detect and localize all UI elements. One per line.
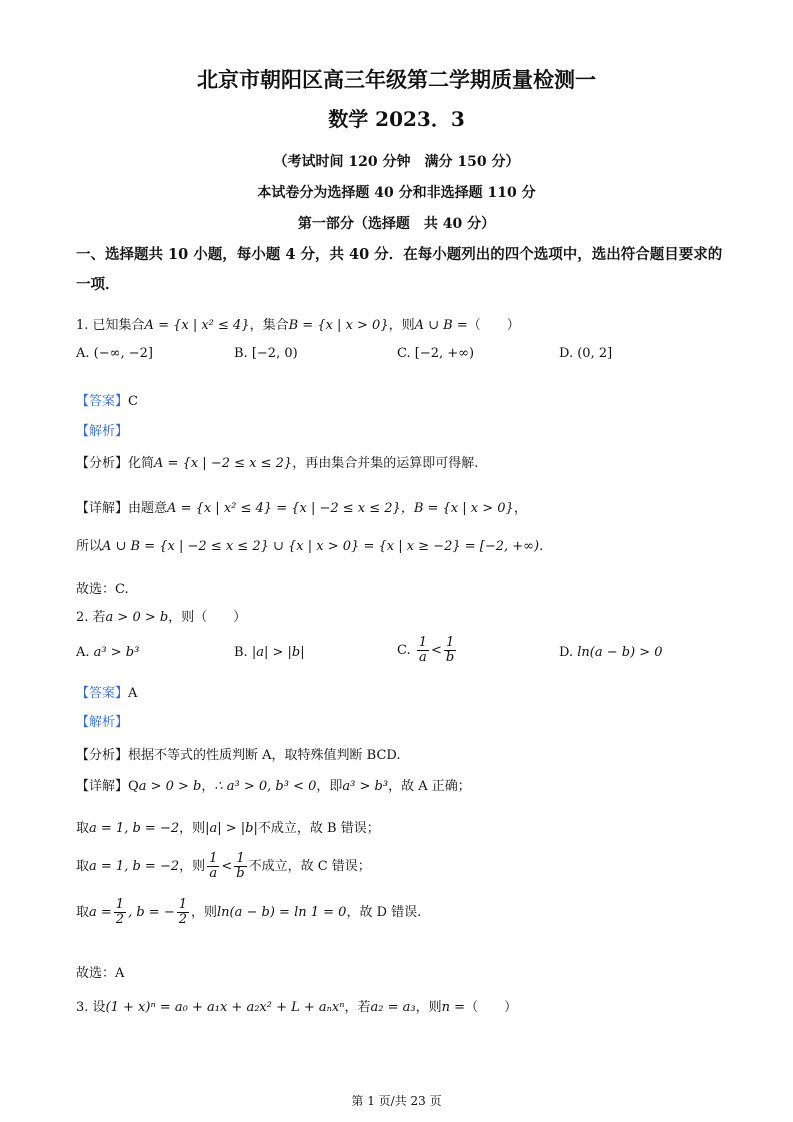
frac-num: 1 bbox=[445, 635, 455, 650]
q1-option-c-label: C. bbox=[397, 346, 411, 361]
q1-option-b bbox=[234, 346, 298, 361]
q1-set-b: B = {x | x > 0} bbox=[288, 318, 389, 333]
frac-num: 1 bbox=[209, 851, 218, 866]
q2-take1-expr2: |a| > |b| bbox=[205, 821, 258, 836]
q2-detail bbox=[76, 775, 471, 794]
q3-cond: a₂ = a₃ bbox=[370, 1000, 416, 1015]
q3-paren: （ ） bbox=[465, 1000, 518, 1015]
q2-detail-mid2: ，即 bbox=[316, 779, 343, 794]
q2-take2-expr: a = 1, b = −2 bbox=[89, 859, 180, 874]
frac-num: 1 bbox=[236, 851, 245, 866]
q2-take2-mid: ，则 bbox=[179, 859, 206, 874]
frac-den: a bbox=[209, 866, 218, 881]
q1-answer-value: C bbox=[128, 394, 138, 409]
q2-detail-pre: Q bbox=[128, 779, 139, 794]
q2-take3-a: a = bbox=[89, 905, 112, 920]
q2-take2-frac-2 bbox=[234, 852, 246, 881]
q2-fenxi-text: 根据不等式的性质判断 A，取特殊值判断 BCD. bbox=[128, 748, 401, 763]
q2-option-b bbox=[234, 645, 305, 660]
part-one-heading: 第一部分（选择题 共 40 分） bbox=[297, 216, 496, 232]
q2-take1-expr: a = 1, b = −2 bbox=[89, 821, 180, 836]
q2-answer bbox=[76, 682, 137, 701]
q2-take2-pre: 取 bbox=[76, 859, 90, 874]
q2-option-d bbox=[559, 645, 663, 660]
q2-take3-expr: ln(a − b) = ln 1 = 0 bbox=[217, 905, 347, 920]
q2-option-d-label: D. bbox=[559, 645, 574, 660]
q1-analysis-label: 【解析】 bbox=[76, 424, 129, 439]
score-split: 本试卷分为选择题 40 分和非选择题 110 分 bbox=[257, 185, 536, 201]
q1-option-a-expr: (−∞, −2] bbox=[93, 346, 153, 361]
q1-detail bbox=[76, 497, 527, 516]
q1-mid: ，集合 bbox=[249, 318, 289, 333]
q3-ask-expr: n = bbox=[441, 1000, 466, 1015]
q1-option-d-label: D. bbox=[559, 346, 574, 361]
q2-option-c bbox=[397, 636, 458, 665]
frac-den: 2 bbox=[178, 912, 187, 927]
q2-take1-mid: ，则 bbox=[179, 821, 206, 836]
q2-fenxi bbox=[76, 744, 401, 763]
q2-analysis-tag bbox=[76, 711, 128, 730]
q1-option-d bbox=[559, 346, 612, 361]
frac-den: 2 bbox=[115, 912, 125, 927]
question-2 bbox=[76, 606, 246, 625]
q2-take3-pre: 取 bbox=[76, 905, 90, 920]
q1-so bbox=[76, 535, 543, 554]
q1-option-d-expr: (0, 2] bbox=[577, 346, 613, 361]
q1-option-b-expr: [−2, 0) bbox=[251, 346, 298, 361]
q2-take1-post: 不成立，故 B 错误； bbox=[257, 821, 380, 836]
q2-take2-post: 不成立，故 C 错误； bbox=[248, 859, 371, 874]
q2-ask: ，则（ ） bbox=[168, 610, 247, 625]
q2-detail-post: ，故 A 正确； bbox=[388, 779, 471, 794]
q2-take3-mid: ，则 bbox=[191, 905, 218, 920]
frac-num: 1 bbox=[178, 897, 187, 912]
q2-cond: a > 0 > b bbox=[105, 610, 169, 625]
frac-num: 1 bbox=[418, 635, 428, 650]
q2-option-b-label: B. bbox=[234, 645, 248, 660]
q1-detail-expr: A = {x | x² ≤ 4} = {x | −2 ≤ x ≤ 2}，B = {x | x > 0} bbox=[167, 501, 514, 516]
q3-prefix: 3. 设 bbox=[76, 1000, 106, 1015]
q2-take1-pre: 取 bbox=[76, 821, 90, 836]
q2-option-a-label: A. bbox=[76, 645, 90, 660]
q2-take-2 bbox=[76, 852, 371, 881]
q1-paren: （ ） bbox=[467, 318, 520, 333]
q2-take3-frac-1 bbox=[114, 898, 126, 927]
q2-answer-value: A bbox=[128, 686, 138, 701]
q2-detail-expr3: a³ > b³ bbox=[342, 779, 389, 794]
question-1 bbox=[76, 314, 520, 333]
exam-title: 北京市朝阳区高三年级第二学期质量检测一 bbox=[197, 67, 596, 92]
q2-take3-post: ，故 D 错误. bbox=[346, 905, 422, 920]
q1-so-pre: 所以 bbox=[76, 539, 103, 554]
q2-option-a bbox=[76, 645, 139, 660]
q2-option-d-expr: ln(a − b) > 0 bbox=[577, 645, 663, 660]
q1-analysis-tag bbox=[76, 420, 128, 439]
q2-detail-expr1: a > 0 > b bbox=[138, 779, 202, 794]
q1-so-post: . bbox=[539, 539, 544, 554]
q3-expr: (1 + x)ⁿ = a₀ + a₁x + a₂x² + L + aₙxⁿ bbox=[105, 1000, 345, 1015]
frac-den: a bbox=[419, 650, 427, 665]
q2-option-a-expr: a³ > b³ bbox=[93, 645, 140, 660]
q2-detail-tag: 【详解】 bbox=[76, 779, 129, 794]
q1-detail-post: ， bbox=[513, 501, 527, 516]
q1-so-expr: A ∪ B = {x | −2 ≤ x ≤ 2} ∪ {x | x > 0} = {x | x ≥ −2} = [−2, +∞) bbox=[102, 539, 540, 554]
q2-take-3 bbox=[76, 898, 421, 927]
q2-choose: 故选：A bbox=[76, 966, 125, 981]
q1-prefix: 1. 已知集合 bbox=[76, 318, 145, 333]
q2-take3-frac-2 bbox=[177, 898, 189, 927]
q2-answer-tag: 【答案】 bbox=[76, 686, 129, 701]
frac-den: b bbox=[445, 650, 455, 665]
q2-fenxi-tag: 【分析】 bbox=[76, 748, 129, 763]
q1-detail-pre: 由题意 bbox=[128, 501, 168, 516]
q1-choose: 故选：C. bbox=[76, 582, 129, 597]
q1-option-a-label: A. bbox=[76, 346, 90, 361]
q1-ask-pre: ，则 bbox=[388, 318, 415, 333]
q2-option-c-label: C. bbox=[397, 643, 411, 658]
question-3 bbox=[76, 996, 517, 1015]
q2-option-c-lt: < bbox=[431, 643, 442, 658]
q1-fenxi-post: ，再由集合并集的运算即可得解. bbox=[292, 456, 479, 471]
q2-detail-expr2: ∴ a³ > 0, b³ < 0 bbox=[214, 779, 317, 794]
q1-option-c-expr: [−2, +∞) bbox=[414, 346, 475, 361]
q1-fenxi-tag: 【分析】 bbox=[76, 456, 129, 471]
q2-take3-b: , b = − bbox=[128, 905, 175, 920]
section-instructions: 一、选择题共 10 小题，每小题 4 分，共 40 分．在每小题列出的四个选项中，选出符合题目要求的一项． bbox=[76, 246, 723, 293]
page-footer: 第 1 页/共 23 页 bbox=[351, 1094, 442, 1108]
q1-option-c bbox=[397, 346, 474, 361]
q3-ask-pre: ，则 bbox=[415, 1000, 442, 1015]
q1-set-a: A = {x | x² ≤ 4} bbox=[144, 318, 250, 333]
q1-detail-tag: 【详解】 bbox=[76, 501, 129, 516]
q1-ask-expr: A ∪ B = bbox=[414, 318, 468, 333]
q2-take-1 bbox=[76, 817, 380, 836]
q2-option-c-frac-1 bbox=[417, 636, 429, 665]
q1-option-a bbox=[76, 346, 153, 361]
exam-subtitle: 数学 2023．3 bbox=[328, 107, 465, 131]
q2-take2-lt: < bbox=[221, 859, 233, 874]
q1-fenxi bbox=[76, 452, 478, 471]
q2-option-c-frac-2 bbox=[444, 636, 456, 665]
q3-mid: ，若 bbox=[344, 1000, 371, 1015]
q1-fenxi-pre: 化简 bbox=[128, 456, 155, 471]
q1-fenxi-expr: A = {x | −2 ≤ x ≤ 2} bbox=[154, 456, 293, 471]
q2-option-b-expr: |a| > |b| bbox=[251, 645, 305, 660]
frac-num: 1 bbox=[115, 897, 125, 912]
q1-answer bbox=[76, 390, 138, 409]
exam-time: （考试时间 120 分钟 满分 150 分） bbox=[273, 154, 520, 170]
q2-take2-frac-1 bbox=[207, 852, 219, 881]
frac-den: b bbox=[236, 866, 245, 881]
q2-prefix: 2. 若 bbox=[76, 610, 106, 625]
q2-detail-mid1: ， bbox=[201, 779, 215, 794]
q1-answer-tag: 【答案】 bbox=[76, 394, 129, 409]
q1-option-b-label: B. bbox=[234, 346, 248, 361]
q2-analysis-label: 【解析】 bbox=[76, 715, 129, 730]
